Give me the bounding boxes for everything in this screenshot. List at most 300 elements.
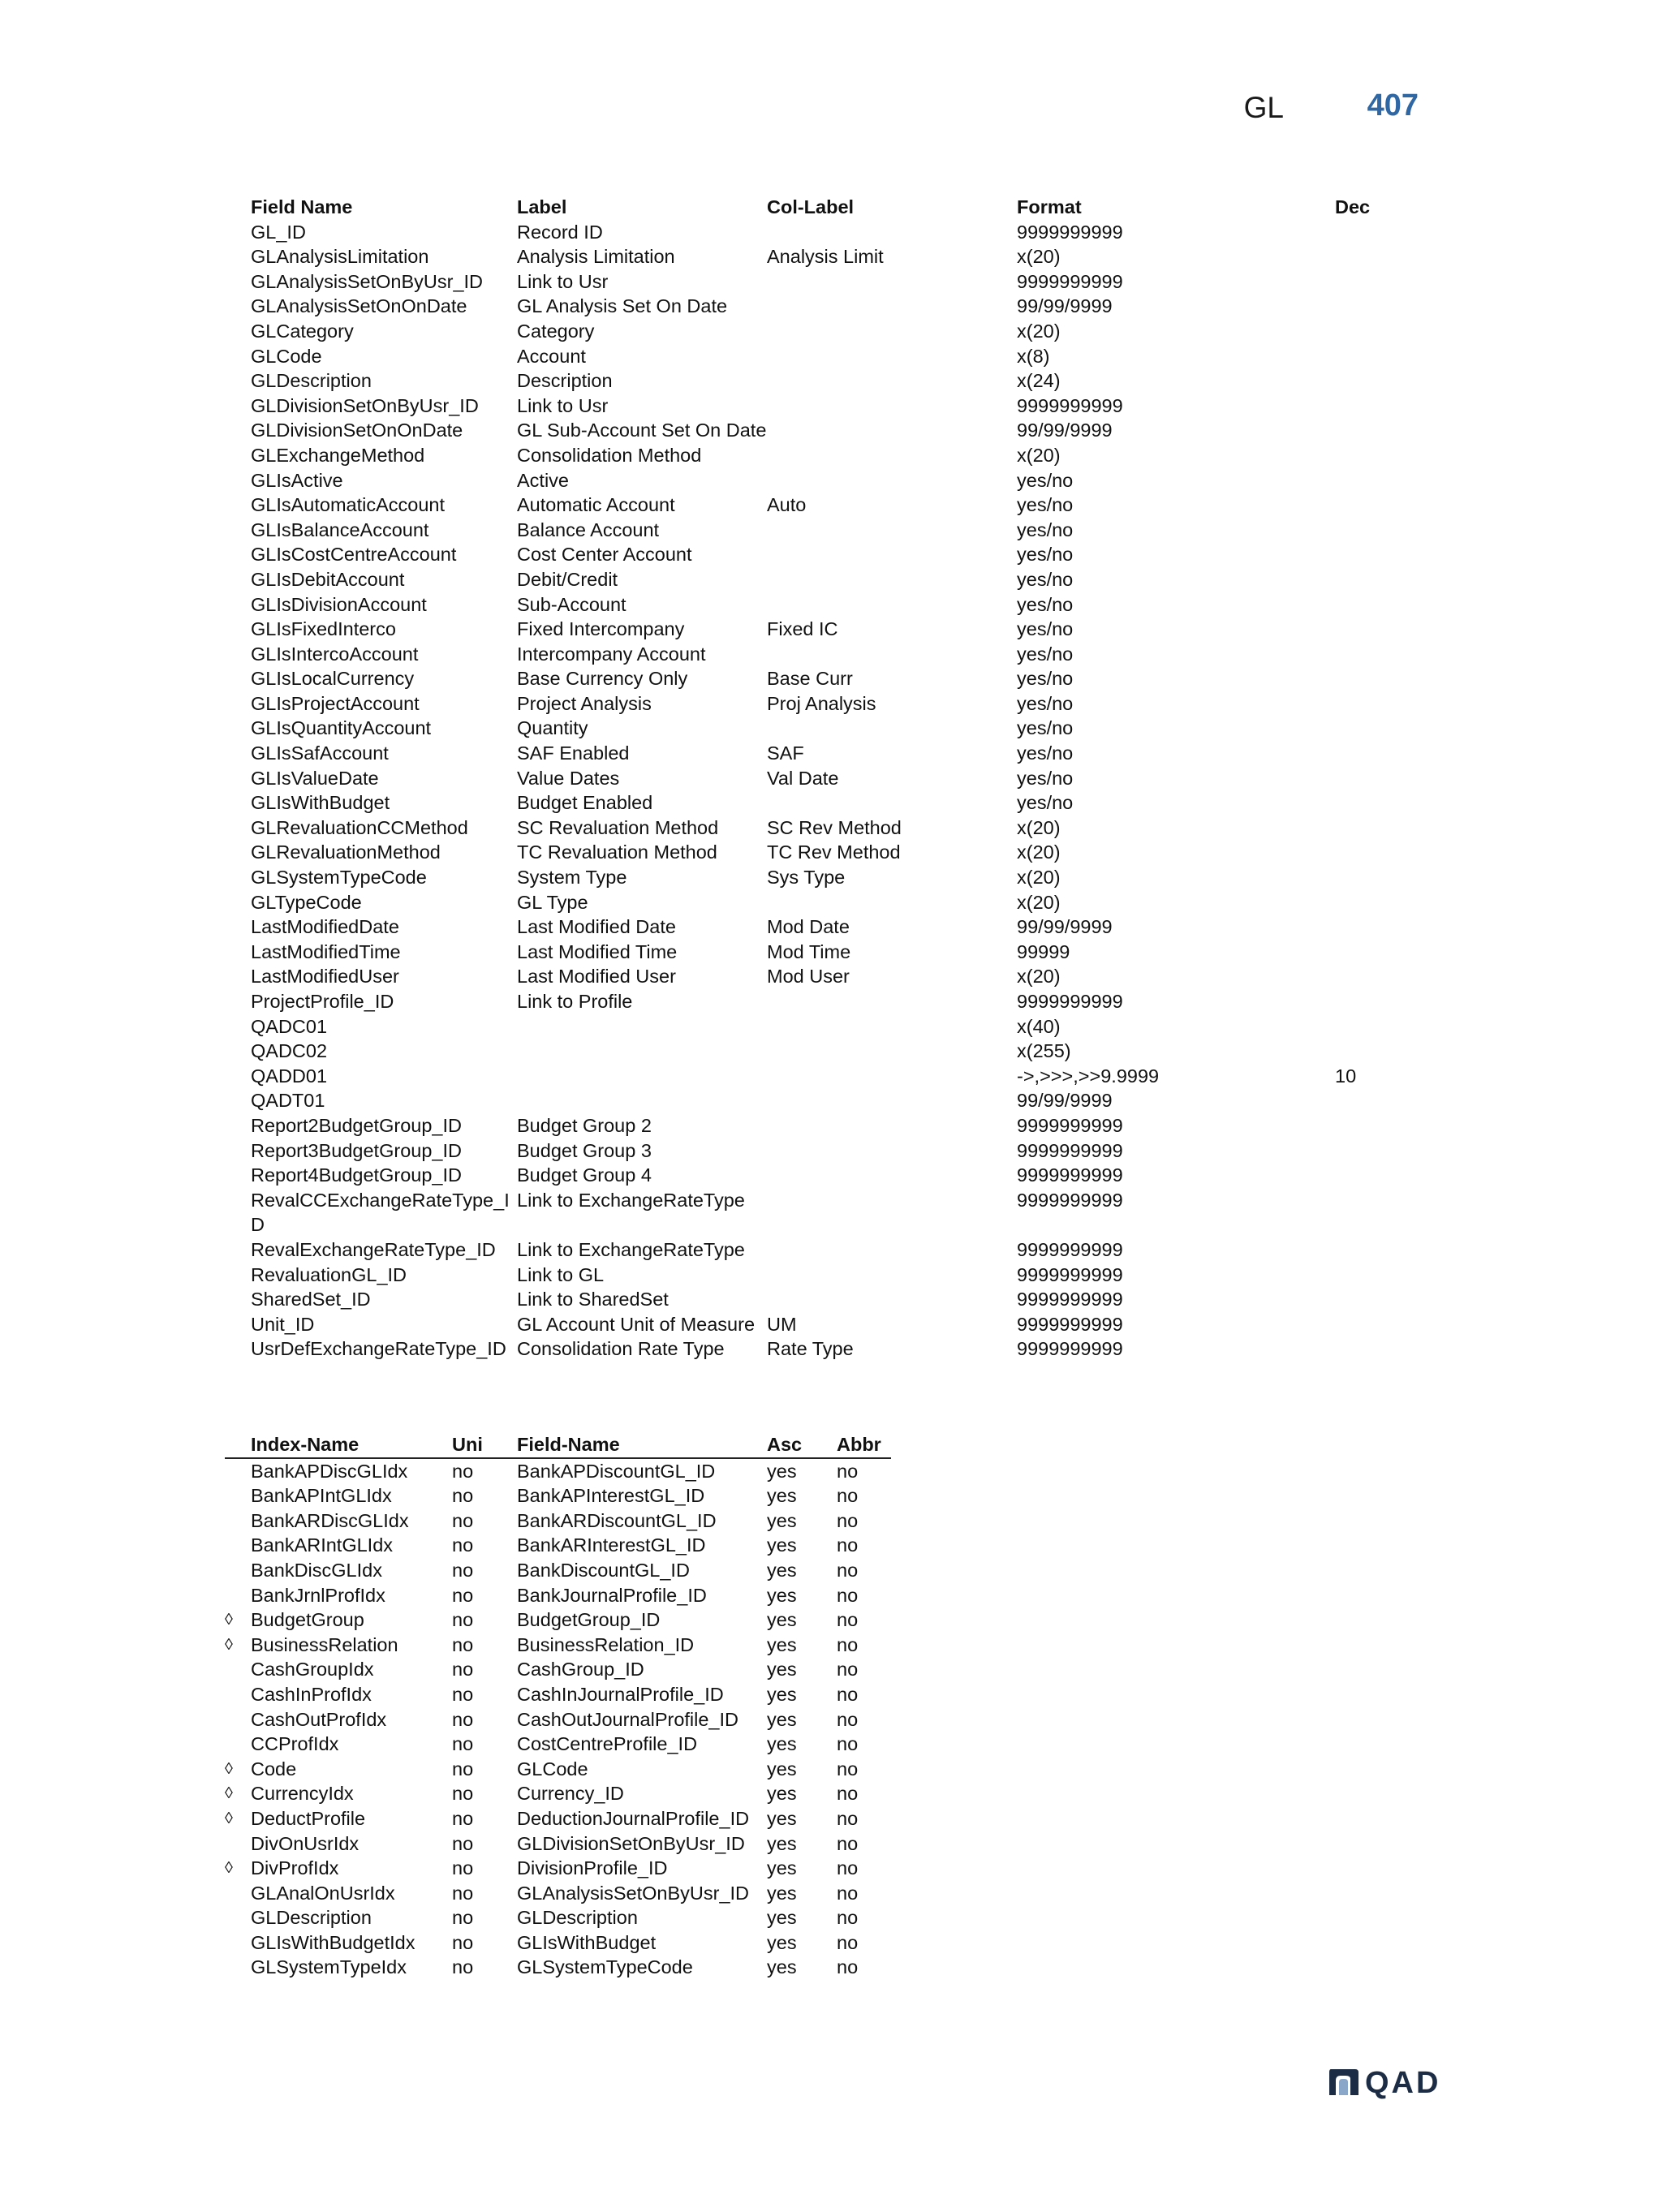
label-cell: Intercompany Account xyxy=(517,643,706,665)
dec-cell xyxy=(1335,840,1427,865)
asc-cell: yes xyxy=(767,1807,797,1829)
field-name-cell: GLExchangeMethod xyxy=(251,444,425,466)
format-cell: 99999 xyxy=(1017,940,1070,962)
asc-cell: yes xyxy=(767,1609,797,1631)
index-row xyxy=(225,1558,891,1583)
index-row xyxy=(225,1483,891,1508)
asc-cell: yes xyxy=(767,1907,797,1929)
abbr-cell: no xyxy=(837,1683,859,1705)
field-name-cell: UsrDefExchangeRateType_ID xyxy=(251,1338,506,1360)
format-cell: x(8) xyxy=(1017,345,1050,367)
field-name-cell: SharedSet_ID xyxy=(251,1289,371,1310)
unique-marker: ◊ xyxy=(225,1859,233,1878)
field-row xyxy=(251,940,1427,965)
asc-cell: yes xyxy=(767,1584,797,1606)
field-name-cell: RevalCCExchangeRateType_ID xyxy=(251,1189,510,1236)
field-name-cell: GLDivisionSetOnOnDate xyxy=(251,420,463,441)
asc-cell: yes xyxy=(767,1534,797,1556)
unique-marker xyxy=(225,1508,251,1534)
format-cell: yes/no xyxy=(1017,544,1074,566)
label-cell: Last Modified User xyxy=(517,966,676,988)
field-row xyxy=(251,914,1427,940)
col-label-cell xyxy=(767,542,1017,567)
label-cell: Budget Group 4 xyxy=(517,1164,652,1186)
unique-marker: ◊ xyxy=(225,1784,233,1803)
dec-cell xyxy=(1335,666,1427,691)
field-name-cell: GLIsActive xyxy=(251,469,343,491)
format-cell: x(20) xyxy=(1017,816,1061,838)
col-label-cell xyxy=(767,269,1017,295)
format-cell: 9999999999 xyxy=(1017,394,1123,416)
col-label-cell xyxy=(767,443,1017,468)
field-row xyxy=(251,666,1427,691)
format-cell: 9999999999 xyxy=(1017,1289,1123,1310)
index-name-cell: BankAPDiscGLIdx xyxy=(251,1460,408,1482)
index-name-cell: GLDescription xyxy=(251,1907,372,1929)
col-label-cell: UM xyxy=(767,1313,797,1335)
asc-cell: yes xyxy=(767,1708,797,1730)
field-row xyxy=(251,716,1427,741)
field-row xyxy=(251,468,1427,493)
dec-cell xyxy=(1335,1263,1427,1288)
unique-marker xyxy=(225,1657,251,1682)
field-name-cell: GLCategory xyxy=(251,320,354,342)
abbr-cell: no xyxy=(837,1659,859,1681)
label-cell: Category xyxy=(517,320,595,342)
unique-marker xyxy=(225,1458,251,1484)
col-label-cell xyxy=(767,344,1017,369)
dec-cell xyxy=(1335,790,1427,816)
col-label-cell xyxy=(767,518,1017,543)
index-row xyxy=(225,1881,891,1906)
abbr-cell: no xyxy=(837,1882,859,1904)
column-header: Abbr xyxy=(837,1434,881,1455)
format-cell: 99/99/9999 xyxy=(1017,916,1113,938)
dec-cell xyxy=(1335,1014,1427,1039)
unique-marker: ◊ xyxy=(225,1611,233,1629)
index-row xyxy=(225,1831,891,1857)
label-cell: System Type xyxy=(517,867,627,889)
dec-cell xyxy=(1335,741,1427,766)
index-row xyxy=(225,1607,891,1633)
field-row xyxy=(251,592,1427,618)
asc-cell: yes xyxy=(767,1683,797,1705)
format-cell: yes/no xyxy=(1017,469,1074,491)
section-title: GL xyxy=(1243,91,1284,124)
asc-cell: yes xyxy=(767,1758,797,1779)
field-row xyxy=(251,368,1427,394)
field-name-cell: GLAnalysisSetOnByUsr_ID xyxy=(251,270,484,292)
col-label-cell: Base Curr xyxy=(767,668,853,690)
col-label-cell xyxy=(767,716,1017,741)
col-label-cell: Proj Analysis xyxy=(767,692,876,714)
format-cell: x(20) xyxy=(1017,891,1061,913)
col-label-cell: SC Rev Method xyxy=(767,816,902,838)
unique-marker xyxy=(225,1732,251,1757)
abbr-cell: no xyxy=(837,1733,859,1755)
dec-cell xyxy=(1335,1312,1427,1337)
abbr-cell: no xyxy=(837,1807,859,1829)
label-cell xyxy=(517,1064,767,1089)
dec-cell xyxy=(1335,368,1427,394)
col-label-cell: Sys Type xyxy=(767,867,846,889)
index-name-cell: CurrencyIdx xyxy=(251,1783,354,1805)
index-table xyxy=(225,1432,891,1980)
field-row xyxy=(251,220,1427,245)
format-cell: 9999999999 xyxy=(1017,1313,1123,1335)
dec-cell xyxy=(1335,1237,1427,1263)
col-label-cell: Auto xyxy=(767,494,807,516)
index-row xyxy=(225,1856,891,1881)
field-row xyxy=(251,840,1427,865)
unique-cell: no xyxy=(452,1708,474,1730)
unique-marker xyxy=(225,1483,251,1508)
field-name-cell: QADC02 xyxy=(251,1040,328,1062)
unique-marker xyxy=(225,1558,251,1583)
dec-cell xyxy=(1335,294,1427,319)
field-row xyxy=(251,691,1427,717)
col-label-cell: Analysis Limit xyxy=(767,246,884,268)
field-name-cell: GLIsCostCentreAccount xyxy=(251,544,457,566)
format-cell: yes/no xyxy=(1017,593,1074,615)
index-name-cell: CashOutProfIdx xyxy=(251,1708,387,1730)
format-cell: 99/99/9999 xyxy=(1017,1090,1113,1112)
col-label-cell xyxy=(767,468,1017,493)
unique-marker xyxy=(225,1831,251,1857)
label-cell: Link to ExchangeRateType xyxy=(517,1189,745,1211)
field-row xyxy=(251,1263,1427,1288)
label-cell: Consolidation Method xyxy=(517,444,702,466)
unique-cell: no xyxy=(452,1956,474,1978)
label-cell: Balance Account xyxy=(517,519,660,540)
dec-cell xyxy=(1335,269,1427,295)
column-header: Field-Name xyxy=(517,1434,620,1455)
abbr-cell: no xyxy=(837,1907,859,1929)
field-name-cell: QADD01 xyxy=(251,1065,328,1087)
asc-cell: yes xyxy=(767,1509,797,1531)
abbr-cell: no xyxy=(837,1460,859,1482)
label-cell xyxy=(517,1039,767,1064)
column-header: Col-Label xyxy=(767,196,855,217)
field-name-cell: GLAnalysisSetOnOnDate xyxy=(251,295,467,317)
asc-cell: yes xyxy=(767,1733,797,1755)
index-field-cell: BankARDiscountGL_ID xyxy=(517,1509,717,1531)
field-name-cell: GLIsFixedInterco xyxy=(251,618,396,640)
field-name-cell: Report3BudgetGroup_ID xyxy=(251,1139,462,1161)
index-field-cell: GLDivisionSetOnByUsr_ID xyxy=(517,1832,745,1854)
unique-marker xyxy=(225,1955,251,1980)
field-row xyxy=(251,319,1427,344)
unique-cell: no xyxy=(452,1633,474,1655)
field-row xyxy=(251,269,1427,295)
dec-cell xyxy=(1335,865,1427,890)
format-cell: yes/no xyxy=(1017,643,1074,665)
field-name-cell: LastModifiedDate xyxy=(251,916,399,938)
unique-cell: no xyxy=(452,1931,474,1953)
label-cell xyxy=(517,1088,767,1113)
col-label-cell: Mod Time xyxy=(767,940,851,962)
dec-cell xyxy=(1335,244,1427,269)
label-cell: Link to Profile xyxy=(517,991,633,1012)
field-name-cell: Report4BudgetGroup_ID xyxy=(251,1164,462,1186)
index-header-row xyxy=(225,1432,891,1458)
dec-cell xyxy=(1335,1113,1427,1138)
abbr-cell: no xyxy=(837,1758,859,1779)
label-cell: Account xyxy=(517,345,586,367)
field-row xyxy=(251,1336,1427,1362)
field-name-cell: RevaluationGL_ID xyxy=(251,1263,407,1285)
field-row xyxy=(251,443,1427,468)
index-field-cell: BankDiscountGL_ID xyxy=(517,1559,690,1581)
unique-cell: no xyxy=(452,1758,474,1779)
col-label-cell xyxy=(767,1188,1017,1237)
label-cell: Link to Usr xyxy=(517,270,609,292)
unique-marker: ◊ xyxy=(225,1635,233,1654)
field-name-cell: ProjectProfile_ID xyxy=(251,991,394,1012)
field-row xyxy=(251,642,1427,667)
index-row xyxy=(225,1757,891,1782)
field-name-cell: GLIsBalanceAccount xyxy=(251,519,429,540)
index-field-cell: GLDescription xyxy=(517,1907,638,1929)
index-name-cell: CashGroupIdx xyxy=(251,1659,374,1681)
field-name-cell: GLCode xyxy=(251,345,322,367)
field-name-cell: Unit_ID xyxy=(251,1313,315,1335)
field-row xyxy=(251,1014,1427,1039)
field-row xyxy=(251,1138,1427,1164)
label-cell: Last Modified Date xyxy=(517,916,676,938)
index-name-cell: BankARIntGLIdx xyxy=(251,1534,394,1556)
format-cell: x(20) xyxy=(1017,867,1061,889)
asc-cell: yes xyxy=(767,1783,797,1805)
index-field-cell: GLCode xyxy=(517,1758,588,1779)
index-row xyxy=(225,1633,891,1658)
unique-marker: ◊ xyxy=(225,1809,233,1827)
unique-marker xyxy=(225,1905,251,1930)
field-name-cell: GLIsAutomaticAccount xyxy=(251,494,446,516)
index-row xyxy=(225,1533,891,1558)
label-cell: Link to ExchangeRateType xyxy=(517,1238,745,1260)
dec-cell xyxy=(1335,1188,1427,1237)
dec-cell xyxy=(1335,1336,1427,1362)
dec-cell xyxy=(1335,493,1427,518)
index-row xyxy=(225,1682,891,1707)
label-cell: Last Modified Time xyxy=(517,940,678,962)
index-name-cell: CashInProfIdx xyxy=(251,1683,372,1705)
page-number: 407 xyxy=(1367,88,1419,123)
field-row xyxy=(251,964,1427,989)
abbr-cell: no xyxy=(837,1956,859,1978)
format-cell: 9999999999 xyxy=(1017,1164,1123,1186)
dec-cell xyxy=(1335,617,1427,642)
index-field-cell: BankAPDiscountGL_ID xyxy=(517,1460,716,1482)
unique-cell: no xyxy=(452,1584,474,1606)
unique-cell: no xyxy=(452,1609,474,1631)
unique-cell: no xyxy=(452,1659,474,1681)
field-name-cell: GLSystemTypeCode xyxy=(251,867,427,889)
format-cell: yes/no xyxy=(1017,792,1074,814)
format-cell: yes/no xyxy=(1017,568,1074,590)
index-name-cell: BudgetGroup xyxy=(251,1609,364,1631)
format-cell: x(40) xyxy=(1017,1015,1061,1037)
format-cell: 9999999999 xyxy=(1017,1189,1123,1211)
index-row xyxy=(225,1732,891,1757)
index-field-cell: BusinessRelation_ID xyxy=(517,1633,695,1655)
label-cell: Description xyxy=(517,370,613,392)
index-field-cell: DeductionJournalProfile_ID xyxy=(517,1807,750,1829)
index-name-cell: DeductProfile xyxy=(251,1807,366,1829)
abbr-cell: no xyxy=(837,1485,859,1507)
dec-cell xyxy=(1335,394,1427,419)
asc-cell: yes xyxy=(767,1832,797,1854)
column-header: Field Name xyxy=(251,196,353,217)
unique-cell: no xyxy=(452,1907,474,1929)
col-label-cell xyxy=(767,989,1017,1014)
format-cell: 9999999999 xyxy=(1017,1139,1123,1161)
label-cell: Base Currency Only xyxy=(517,668,688,690)
fields-header-row xyxy=(251,195,1427,220)
label-cell: GL Analysis Set On Date xyxy=(517,295,728,317)
field-name-cell: GLIsDivisionAccount xyxy=(251,593,427,615)
field-name-cell: LastModifiedUser xyxy=(251,966,399,988)
asc-cell: yes xyxy=(767,1559,797,1581)
dec-cell xyxy=(1335,964,1427,989)
unique-marker-header xyxy=(225,1432,251,1458)
abbr-cell: no xyxy=(837,1609,859,1631)
dec-cell: 10 xyxy=(1335,1065,1357,1087)
label-cell: GL Type xyxy=(517,891,588,913)
dec-cell xyxy=(1335,816,1427,841)
dec-cell xyxy=(1335,642,1427,667)
field-name-cell: GLIsSafAccount xyxy=(251,742,389,764)
field-name-cell: LastModifiedTime xyxy=(251,940,401,962)
unique-marker xyxy=(225,1930,251,1956)
col-label-cell xyxy=(767,1113,1017,1138)
abbr-cell: no xyxy=(837,1857,859,1879)
field-row xyxy=(251,766,1427,791)
dec-cell xyxy=(1335,518,1427,543)
field-row xyxy=(251,890,1427,915)
format-cell: x(20) xyxy=(1017,966,1061,988)
field-name-cell: GLIsDebitAccount xyxy=(251,568,405,590)
field-row xyxy=(251,418,1427,443)
label-cell xyxy=(517,1014,767,1039)
col-label-cell xyxy=(767,418,1017,443)
format-cell: ->,>>>,>>9.9999 xyxy=(1017,1065,1160,1087)
index-field-cell: CashOutJournalProfile_ID xyxy=(517,1708,738,1730)
label-cell: GL Sub-Account Set On Date xyxy=(517,420,767,441)
index-name-cell: BankARDiscGLIdx xyxy=(251,1509,409,1531)
index-name-cell: Code xyxy=(251,1758,297,1779)
dec-cell xyxy=(1335,890,1427,915)
abbr-cell: no xyxy=(837,1559,859,1581)
dec-cell xyxy=(1335,567,1427,592)
abbr-cell: no xyxy=(837,1708,859,1730)
unique-marker xyxy=(225,1533,251,1558)
col-label-cell xyxy=(767,368,1017,394)
field-name-cell: GLIsValueDate xyxy=(251,767,379,789)
field-name-cell: GLTypeCode xyxy=(251,891,362,913)
column-header: Uni xyxy=(452,1434,483,1455)
label-cell: Value Dates xyxy=(517,767,620,789)
index-name-cell: DivProfIdx xyxy=(251,1857,339,1879)
format-cell: 9999999999 xyxy=(1017,991,1123,1012)
index-name-cell: BankDiscGLIdx xyxy=(251,1559,382,1581)
unique-cell: no xyxy=(452,1733,474,1755)
field-row xyxy=(251,1237,1427,1263)
asc-cell: yes xyxy=(767,1857,797,1879)
label-cell: SC Revaluation Method xyxy=(517,816,719,838)
index-field-cell: CostCentreProfile_ID xyxy=(517,1733,698,1755)
label-cell: Fixed Intercompany xyxy=(517,618,685,640)
index-row xyxy=(225,1458,891,1484)
unique-cell: no xyxy=(452,1509,474,1531)
field-name-cell: GLRevaluationCCMethod xyxy=(251,816,468,838)
format-cell: yes/no xyxy=(1017,692,1074,714)
asc-cell: yes xyxy=(767,1956,797,1978)
col-label-cell: Val Date xyxy=(767,767,839,789)
field-row xyxy=(251,493,1427,518)
fields-table xyxy=(251,195,1427,1362)
label-cell: Active xyxy=(517,469,569,491)
label-cell: Budget Enabled xyxy=(517,792,653,814)
col-label-cell: Rate Type xyxy=(767,1338,854,1360)
qad-logo xyxy=(1328,2068,1449,2100)
field-name-cell: GLIsProjectAccount xyxy=(251,692,420,714)
dec-cell xyxy=(1335,940,1427,965)
field-row xyxy=(251,294,1427,319)
label-cell: Quantity xyxy=(517,717,588,739)
col-label-cell xyxy=(767,1163,1017,1188)
dec-cell xyxy=(1335,691,1427,717)
unique-cell: no xyxy=(452,1857,474,1879)
format-cell: 9999999999 xyxy=(1017,1238,1123,1260)
column-header: Format xyxy=(1017,196,1082,217)
format-cell: yes/no xyxy=(1017,618,1074,640)
field-name-cell: GLDivisionSetOnByUsr_ID xyxy=(251,394,479,416)
dec-cell xyxy=(1335,1088,1427,1113)
index-field-cell: BudgetGroup_ID xyxy=(517,1609,661,1631)
index-field-cell: CashInJournalProfile_ID xyxy=(517,1683,724,1705)
dec-cell xyxy=(1335,592,1427,618)
col-label-cell xyxy=(767,1263,1017,1288)
unique-cell: no xyxy=(452,1460,474,1482)
label-cell: Record ID xyxy=(517,221,603,243)
field-name-cell: QADC01 xyxy=(251,1015,328,1037)
field-name-cell: GLIsQuantityAccount xyxy=(251,717,432,739)
dec-cell xyxy=(1335,914,1427,940)
col-label-cell xyxy=(767,592,1017,618)
index-name-cell: BankAPIntGLIdx xyxy=(251,1485,392,1507)
col-label-cell xyxy=(767,1237,1017,1263)
asc-cell: yes xyxy=(767,1882,797,1904)
index-field-cell: Currency_ID xyxy=(517,1783,624,1805)
column-header: Index-Name xyxy=(251,1434,360,1455)
format-cell: yes/no xyxy=(1017,494,1074,516)
format-cell: 99/99/9999 xyxy=(1017,295,1113,317)
label-cell: Budget Group 2 xyxy=(517,1114,652,1136)
field-row xyxy=(251,1039,1427,1064)
col-label-cell: SAF xyxy=(767,742,804,764)
format-cell: 9999999999 xyxy=(1017,1114,1123,1136)
col-label-cell: TC Rev Method xyxy=(767,841,901,863)
abbr-cell: no xyxy=(837,1534,859,1556)
dec-cell xyxy=(1335,716,1427,741)
index-row xyxy=(225,1657,891,1682)
label-cell: Analysis Limitation xyxy=(517,246,675,268)
field-row xyxy=(251,244,1427,269)
format-cell: 9999999999 xyxy=(1017,221,1123,243)
dec-cell xyxy=(1335,989,1427,1014)
